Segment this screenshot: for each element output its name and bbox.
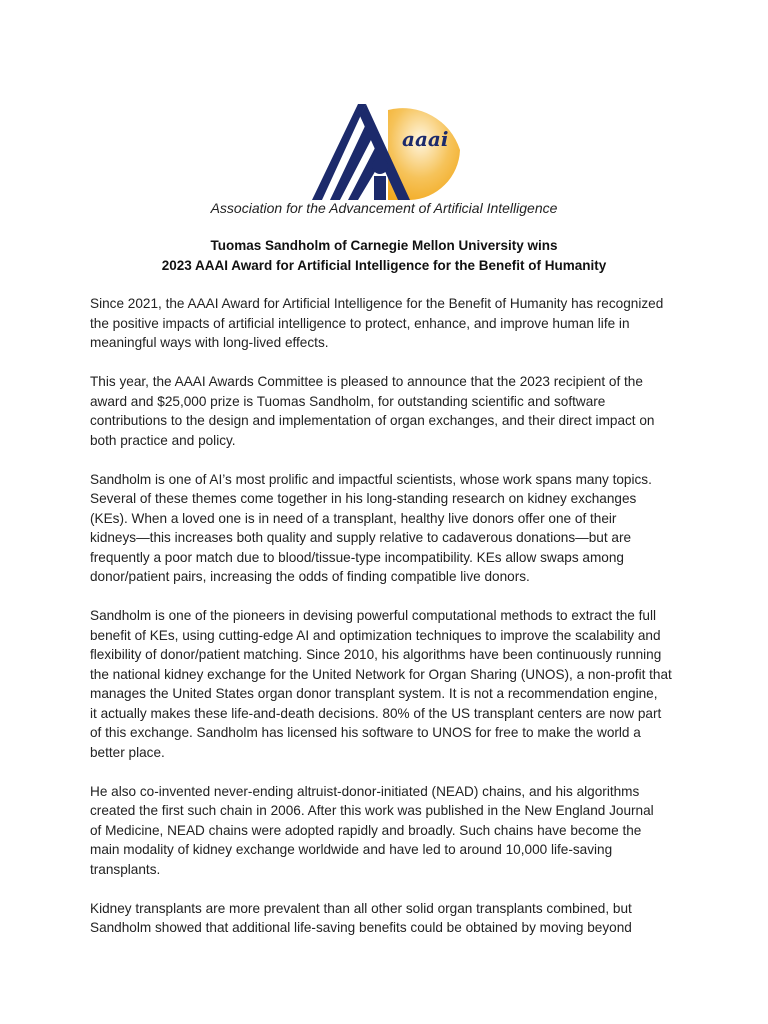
paragraph-line: contributions to the design and implementation of organ exchanges, and their direct impact on [90, 413, 655, 428]
paragraph-line: Sandholm showed that additional life-saving benefits could be obtained by moving beyond [90, 920, 632, 935]
paragraph [90, 899, 690, 938]
paragraph-line: both practice and policy. [90, 432, 236, 448]
paragraph-line: kidneys—this increases both quality and supply relative to cadaverous donations—but are [90, 530, 632, 545]
paragraph [90, 782, 690, 880]
paragraph-line: frequently a poor match due to blood/tissue-type incompatibility. KEs allow swaps among [90, 549, 624, 565]
article-body [90, 294, 690, 957]
headline-line-1: Tuomas Sandholm of Carnegie Mellon University wins [210, 238, 558, 253]
paragraph-line: of Medicine, NEAD chains were adopted rapidly and broadly. Such chains have become the [90, 822, 642, 838]
headline [0, 236, 768, 276]
figure-body [374, 176, 386, 200]
paragraph-line: better place. [90, 744, 165, 760]
aaai-logo-graphic [300, 90, 470, 202]
paragraph-line: created the first such chain in 2006. After this work was published in the New England Journal [90, 803, 654, 818]
paragraph-line: meaningful ways with long-lived effects. [90, 335, 329, 350]
paragraph-line: flexibility of donor/patient matching. Since 2010, his algorithms have been continuously running [90, 647, 662, 662]
paragraph-line: the national kidney exchange for the United Network for Organ Sharing (UNOS), a non-profit that [90, 666, 672, 682]
paragraph-line: Sandholm is one of AI’s most prolific and impactful scientists, whose work spans many topics. [90, 471, 652, 487]
paragraph-line: Several of these themes come together in his long-standing research on kidney exchanges [90, 491, 637, 506]
aaai-logo [300, 90, 470, 202]
paragraph-line: transplants. [90, 861, 161, 877]
paragraph-line: He also co-invented never-ending altruist-donor-initiated (NEAD) chains, and his algorithms [90, 783, 640, 799]
paragraph-line: Kidney transplants are more prevalent than all other solid organ transplants combined, but [90, 900, 632, 916]
paragraph-line: main modality of kidney exchange worldwide and have led to around 10,000 life-saving [90, 842, 613, 857]
paragraph-line: (KEs). When a loved one is in need of a transplant, healthy live donors offer one of their [90, 510, 617, 526]
paragraph-line: benefit of KEs, using cutting-edge AI and optimization techniques to improve the scalability and [90, 627, 661, 643]
paragraph-line: award and $25,000 prize is Tuomas Sandholm, for outstanding scientific and software [90, 393, 606, 409]
paragraph-line: Since 2021, the AAAI Award for Artificial Intelligence for the Benefit of Humanity has recognized [90, 296, 664, 311]
paragraph-line: the positive impacts of artificial intelligence to protect, enhance, and improve human life in [90, 315, 630, 331]
paragraph-line: manages the United States organ donor transplant system. It is not a recommendation engine, [90, 686, 658, 701]
paragraph [90, 470, 690, 587]
headline-line-2: 2023 AAAI Award for Artificial Intelligence for the Benefit of Humanity [161, 258, 607, 273]
paragraph [90, 372, 690, 450]
paragraph-line: Sandholm is one of the pioneers in devising powerful computational methods to extract the full [90, 608, 656, 623]
paragraph-line: it actually makes these life-and-death decisions. 80% of the US transplant centers are now part [90, 705, 662, 721]
paragraph [90, 294, 690, 353]
logo-text: aaai [402, 127, 449, 151]
organization-name: Association for the Advancement of Artificial Intelligence [210, 200, 558, 216]
paragraph-line: of this exchange. Sandholm has licensed his software to UNOS for free to make the world a [90, 725, 641, 740]
paragraph-line: donor/patient pairs, increasing the odds of finding compatible live donors. [90, 569, 530, 584]
paragraph-line: This year, the AAAI Awards Committee is pleased to announce that the 2023 recipient of the [90, 374, 643, 389]
figure-head [372, 158, 388, 174]
paragraph [90, 606, 690, 762]
